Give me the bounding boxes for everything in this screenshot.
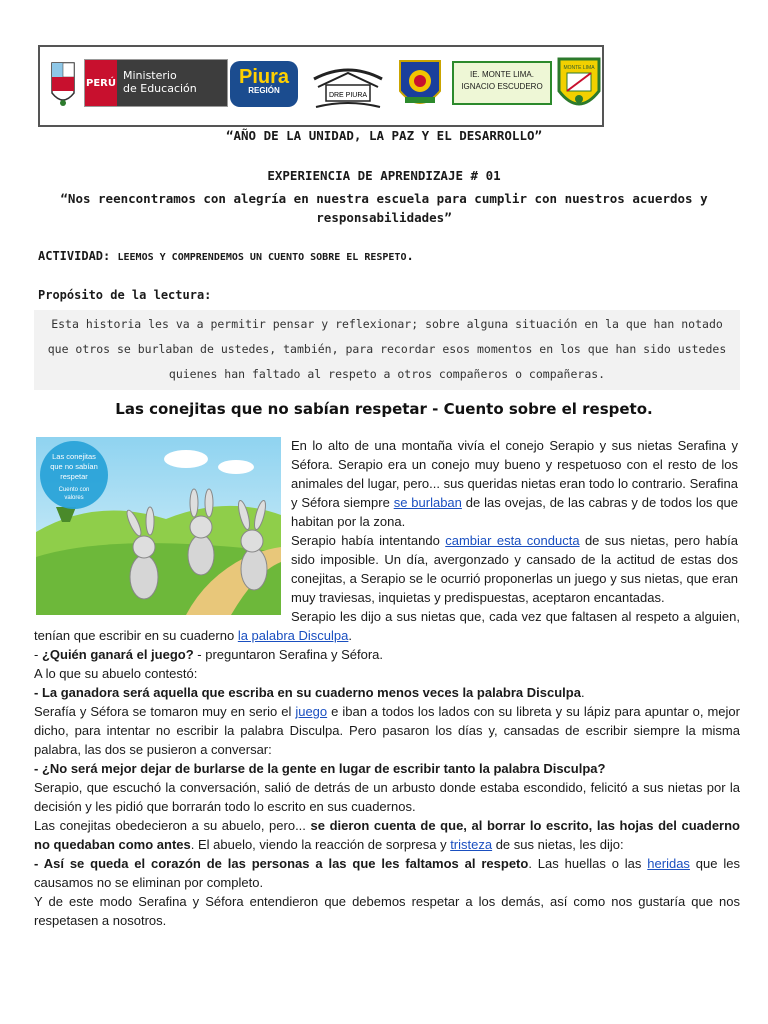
story-paragraph-4: - ¿Quién ganará el juego? - preguntaron Serafina y Séfora. <box>34 647 383 662</box>
activity-label: ACTIVIDAD: <box>38 249 111 263</box>
ie-location: IGNACIO ESCUDERO <box>461 82 543 91</box>
illustration-line5: valores <box>64 495 84 501</box>
illustration-line1: Las conejitas <box>52 452 96 461</box>
illustration-line3: respetar <box>60 472 88 481</box>
purpose-text: Esta historia les va a permitir pensar y reflexionar; sobre alguna situación en la que han notado que otros se burlaban de ustedes, también, para recordar esos momentos en los que han sido ustedes quienes han faltado al respeto a otros compañeros o compañeras. <box>34 310 740 390</box>
peru-shield-icon <box>48 57 78 113</box>
story-illustration <box>36 437 281 615</box>
header-logos <box>38 45 604 127</box>
experience-subtitle: “Nos reencontramos con alegría en nuestra escuela para cumplir con nuestros acuerdos y responsabilidades” <box>60 191 708 225</box>
activity-heading: ACTIVIDAD: LEEMOS Y COMPRENDEMOS UN CUENTO SOBRE EL RESPETO. <box>38 249 414 263</box>
experience-title: EXPERIENCIA DE APRENDIZAJE # 01 <box>267 168 501 183</box>
dre-label: DRE PIURA <box>328 92 368 99</box>
piura-sub-label: REGIÓN <box>248 86 280 95</box>
ministerio-line2: de Educación <box>123 82 197 95</box>
story-full-width <box>34 607 740 930</box>
ministerio-educacion-logo <box>84 59 228 107</box>
story-paragraph-8: - ¿No será mejor dejar de burlarse de la gente en lugar de escribir tanto la palabra Disculpa? <box>34 761 606 776</box>
story-paragraph-6: - La ganadora será aquella que escriba en su cuaderno menos veces la palabra Disculpa. <box>34 685 585 700</box>
link-tristeza[interactable]: tristeza <box>450 837 493 852</box>
story-paragraph-12: Y de este modo Serafina y Séfora entendieron que debemos respetar a los demás, así como nos gustaría que nos respetasen a nosotros. <box>34 894 740 928</box>
peru-label: PERÚ <box>85 60 117 106</box>
illustration-line4: Cuento con <box>58 487 90 493</box>
ie-monte-lima-label-box <box>452 61 552 105</box>
story-paragraph-11: - Así se queda el corazón de las personas a las que les faltamos al respeto. Las huellas o las heridas que les causamos no se eliminan por completo. <box>34 856 740 890</box>
story-paragraph-5: A lo que su abuelo contestó: <box>34 666 198 681</box>
story-paragraph-10: Las conejitas obedecieron a su abuelo, pero... se dieron cuenta de que, al borrar lo escrito, las hojas del cuaderno no quedaban como antes. El abuelo, viendo la reacción de sorpresa y tristeza de sus nietas, les dijo: <box>34 818 740 852</box>
activity-text: LEEMOS Y COMPRENDEMOS UN CUENTO SOBRE EL RESPETO <box>117 252 407 263</box>
dre-piura-logo <box>308 59 388 113</box>
year-motto: “AÑO DE LA UNIDAD, LA PAZ Y EL DESARROLLO” <box>225 128 543 143</box>
link-juego[interactable]: juego <box>295 704 328 719</box>
story-paragraph-3: Serapio les dijo a sus nietas que, cada vez que faltasen al respeto a alguien, tenían que escribir en su cuaderno la palabra Disculpa. <box>34 609 740 643</box>
school-crest-icon <box>556 55 602 117</box>
link-cambiar-conducta[interactable]: cambiar esta conducta <box>445 533 580 548</box>
story-paragraph-1: En lo alto de una montaña vivía el conejo Serapio y sus nietas Serafina y Séfora. Serapio era un conejo muy bueno y respetuoso con el resto de los animales del lugar, pero... sus queridas nietas eran todo lo contrario. Serafina y Séfora siempre se burlaban de las ovejas, de las cabras y de todos los que habitan por la zona. <box>291 438 739 529</box>
crest-label: MONTE LIMA <box>563 65 595 71</box>
story-column-right <box>291 436 738 607</box>
ie-name: IE. MONTE LIMA. <box>469 70 534 79</box>
story-title: Las conejitas que no sabían respetar - Cuento sobre el respeto. <box>115 400 653 418</box>
piura-label: Piura <box>238 66 290 88</box>
story-paragraph-7: Serafía y Séfora se tomaron muy en serio el juego e iban a todos los lados con su libreta y su lápiz para apuntar o, mejor dicho, para intentar no escribir la palabra Disculpa. Pero pasaron los días y, cansadas de escribir siempre la misma palabra, las dos se pusieron a conversar: <box>34 704 740 757</box>
ugel-emblem-icon <box>395 57 445 115</box>
link-heridas[interactable]: heridas <box>647 856 690 871</box>
ministerio-line1: Ministerio <box>123 69 177 82</box>
link-palabra-disculpa[interactable]: la palabra Disculpa <box>237 628 349 643</box>
link-se-burlaban[interactable]: se burlaban <box>393 495 462 510</box>
story-paragraph-9: Serapio, que escuchó la conversación, salió de detrás de un arbusto donde estaba escondido, felicitó a sus nietas por la decisión y les pidió que borrarán todo lo escrito en sus cuadernos. <box>34 780 740 814</box>
piura-region-logo <box>230 61 298 107</box>
story-paragraph-2: Serapio había intentando cambiar esta conducta de sus nietas, pero había sido imposible. Un día, avergonzado y cansado de la actitud de estas dos conejitas, a Serapio se le ocurrió proponerlas un juego y sus nietas, que eran muy traviesas, inquietas y predispuestas, aceptaron encantadas. <box>291 533 739 605</box>
illustration-line2: que no sabían <box>50 462 98 471</box>
purpose-label: Propósito de la lectura: <box>38 288 212 302</box>
